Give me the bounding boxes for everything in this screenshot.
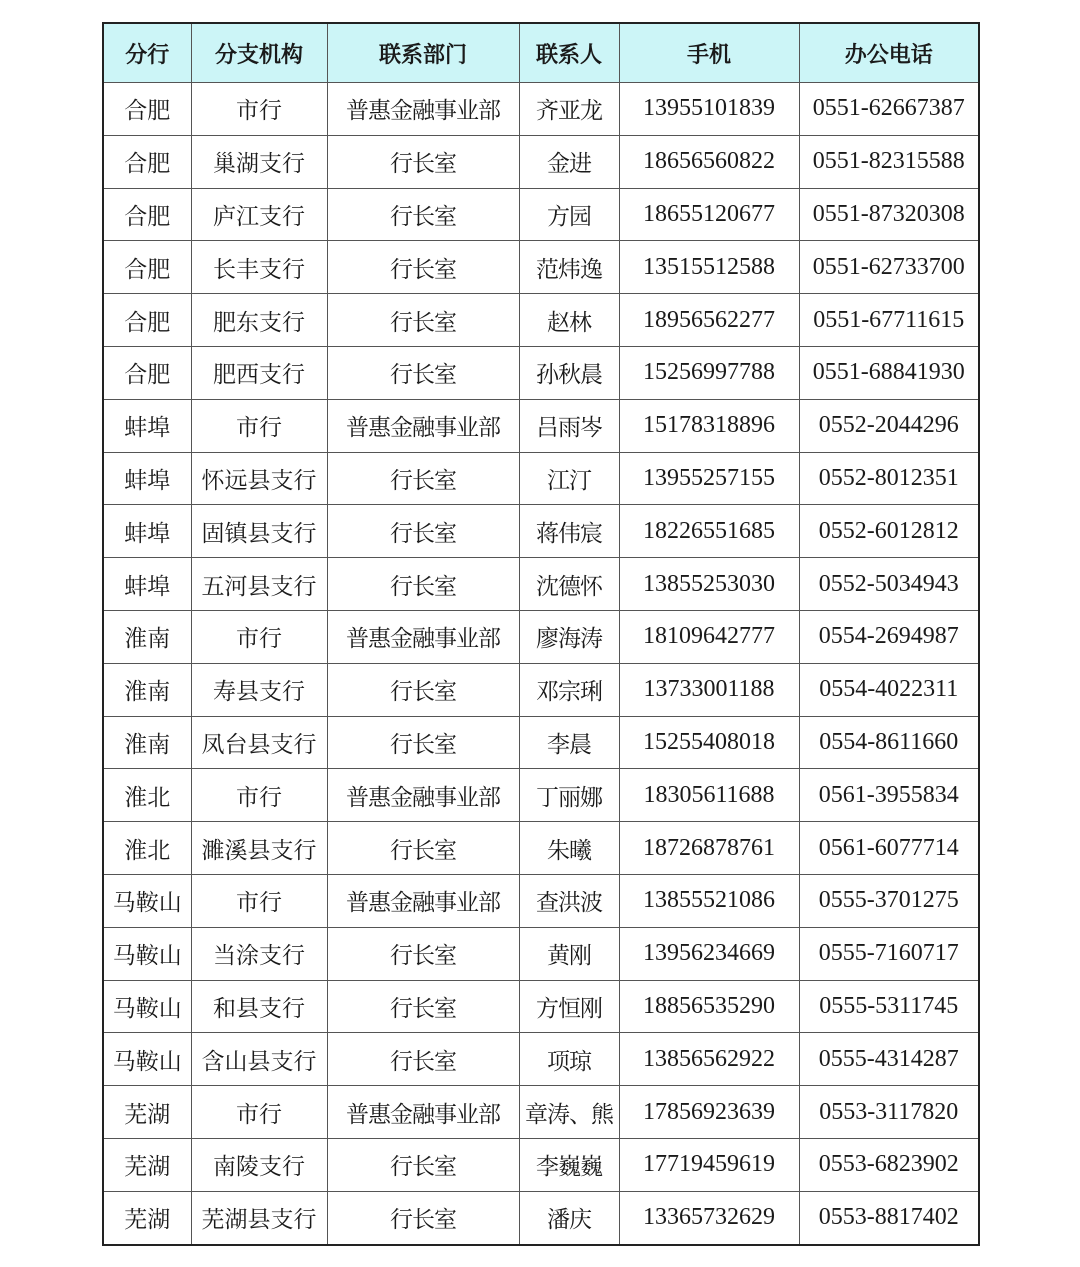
header-mobile: 手机 [619,23,799,83]
cell-mobile: 15255408018 [619,716,799,769]
cell-dept: 行长室 [327,188,519,241]
cell-mobile: 13733001188 [619,663,799,716]
cell-dept: 普惠金融事业部 [327,1086,519,1139]
cell-mobile: 15178318896 [619,399,799,452]
cell-mobile: 18956562277 [619,294,799,347]
cell-branch: 蚌埠 [103,505,191,558]
cell-contact: 范炜逸 [519,241,619,294]
cell-mobile: 13855253030 [619,558,799,611]
cell-dept: 普惠金融事业部 [327,610,519,663]
cell-org: 含山县支行 [191,1033,327,1086]
table-row [103,188,979,241]
table-row [103,294,979,347]
table-row [103,135,979,188]
table-row [103,505,979,558]
table-row [103,1138,979,1191]
cell-office: 0552-8012351 [799,452,979,505]
cell-mobile: 13856562922 [619,1033,799,1086]
cell-org: 芜湖县支行 [191,1191,327,1244]
table-row [103,1033,979,1086]
table-row [103,663,979,716]
cell-org: 庐江支行 [191,188,327,241]
cell-dept: 行长室 [327,1138,519,1191]
cell-contact: 查洪波 [519,874,619,927]
cell-org: 长丰支行 [191,241,327,294]
table-body [103,83,979,1245]
table-row [103,83,979,136]
cell-mobile: 18656560822 [619,135,799,188]
cell-contact: 吕雨岑 [519,399,619,452]
header-contact: 联系人 [519,23,619,83]
cell-org: 五河县支行 [191,558,327,611]
cell-dept: 行长室 [327,1191,519,1244]
cell-branch: 马鞍山 [103,874,191,927]
cell-office: 0551-82315588 [799,135,979,188]
cell-mobile: 18856535290 [619,980,799,1033]
cell-office: 0551-62733700 [799,241,979,294]
table-row [103,558,979,611]
cell-branch: 淮南 [103,663,191,716]
table-row [103,874,979,927]
cell-dept: 行长室 [327,241,519,294]
cell-office: 0552-5034943 [799,558,979,611]
cell-dept: 行长室 [327,980,519,1033]
cell-mobile: 18305611688 [619,769,799,822]
header-branch: 分行 [103,23,191,83]
cell-office: 0552-6012812 [799,505,979,558]
cell-mobile: 18726878761 [619,822,799,875]
cell-contact: 齐亚龙 [519,83,619,136]
cell-dept: 普惠金融事业部 [327,874,519,927]
cell-mobile: 13365732629 [619,1191,799,1244]
cell-org: 市行 [191,610,327,663]
cell-contact: 方园 [519,188,619,241]
cell-contact: 沈德怀 [519,558,619,611]
cell-branch: 淮南 [103,716,191,769]
table-row [103,769,979,822]
cell-contact: 李巍巍 [519,1138,619,1191]
cell-dept: 行长室 [327,505,519,558]
cell-office: 0555-4314287 [799,1033,979,1086]
cell-dept: 普惠金融事业部 [327,399,519,452]
cell-office: 0554-8611660 [799,716,979,769]
table-row [103,1086,979,1139]
cell-mobile: 13956234669 [619,927,799,980]
table-row [103,241,979,294]
cell-branch: 合肥 [103,294,191,347]
cell-org: 市行 [191,399,327,452]
table-row [103,822,979,875]
cell-dept: 行长室 [327,558,519,611]
cell-contact: 李晨 [519,716,619,769]
header-office: 办公电话 [799,23,979,83]
cell-branch: 马鞍山 [103,927,191,980]
cell-contact: 项琼 [519,1033,619,1086]
cell-branch: 淮北 [103,769,191,822]
cell-contact: 潘庆 [519,1191,619,1244]
cell-org: 市行 [191,874,327,927]
header-dept: 联系部门 [327,23,519,83]
cell-contact: 邓宗琍 [519,663,619,716]
cell-branch: 芜湖 [103,1086,191,1139]
header-row [103,23,979,83]
cell-mobile: 13515512588 [619,241,799,294]
cell-org: 和县支行 [191,980,327,1033]
cell-branch: 淮南 [103,610,191,663]
cell-dept: 行长室 [327,716,519,769]
cell-office: 0553-8817402 [799,1191,979,1244]
table-header [103,23,979,83]
cell-dept: 行长室 [327,346,519,399]
cell-office: 0555-3701275 [799,874,979,927]
table-row [103,927,979,980]
table-row [103,452,979,505]
cell-dept: 行长室 [327,452,519,505]
cell-contact: 方恒刚 [519,980,619,1033]
cell-branch: 合肥 [103,83,191,136]
cell-office: 0554-4022311 [799,663,979,716]
cell-mobile: 15256997788 [619,346,799,399]
cell-dept: 行长室 [327,663,519,716]
cell-dept: 行长室 [327,822,519,875]
cell-mobile: 17719459619 [619,1138,799,1191]
cell-contact: 蒋伟宸 [519,505,619,558]
cell-office: 0561-3955834 [799,769,979,822]
cell-office: 0552-2044296 [799,399,979,452]
cell-dept: 行长室 [327,135,519,188]
cell-dept: 行长室 [327,1033,519,1086]
cell-office: 0551-87320308 [799,188,979,241]
cell-branch: 合肥 [103,346,191,399]
cell-org: 凤台县支行 [191,716,327,769]
cell-contact: 孙秋晨 [519,346,619,399]
cell-org: 肥西支行 [191,346,327,399]
cell-org: 市行 [191,1086,327,1139]
cell-branch: 蚌埠 [103,452,191,505]
contact-table-container [102,22,978,1246]
table-row [103,346,979,399]
table-row [103,980,979,1033]
table-row [103,716,979,769]
cell-dept: 行长室 [327,294,519,347]
cell-office: 0555-7160717 [799,927,979,980]
cell-org: 濉溪县支行 [191,822,327,875]
cell-contact: 章涛、熊 [519,1086,619,1139]
cell-office: 0551-62667387 [799,83,979,136]
cell-office: 0553-6823902 [799,1138,979,1191]
cell-branch: 芜湖 [103,1191,191,1244]
cell-office: 0561-6077714 [799,822,979,875]
cell-office: 0555-5311745 [799,980,979,1033]
cell-mobile: 18226551685 [619,505,799,558]
cell-mobile: 18109642777 [619,610,799,663]
table-row [103,399,979,452]
cell-branch: 淮北 [103,822,191,875]
cell-office: 0551-67711615 [799,294,979,347]
table-row [103,610,979,663]
cell-dept: 普惠金融事业部 [327,83,519,136]
cell-office: 0554-2694987 [799,610,979,663]
cell-contact: 赵林 [519,294,619,347]
cell-org: 市行 [191,769,327,822]
cell-mobile: 13955257155 [619,452,799,505]
cell-office: 0553-3117820 [799,1086,979,1139]
cell-org: 肥东支行 [191,294,327,347]
cell-branch: 合肥 [103,188,191,241]
cell-branch: 马鞍山 [103,1033,191,1086]
cell-org: 市行 [191,83,327,136]
cell-branch: 蚌埠 [103,399,191,452]
table-row [103,1191,979,1244]
cell-branch: 合肥 [103,135,191,188]
cell-contact: 江汀 [519,452,619,505]
cell-branch: 马鞍山 [103,980,191,1033]
cell-contact: 廖海涛 [519,610,619,663]
cell-mobile: 18655120677 [619,188,799,241]
cell-org: 巢湖支行 [191,135,327,188]
branch-contact-table [102,22,980,1246]
cell-org: 固镇县支行 [191,505,327,558]
cell-org: 南陵支行 [191,1138,327,1191]
cell-contact: 朱曦 [519,822,619,875]
cell-mobile: 17856923639 [619,1086,799,1139]
cell-org: 当涂支行 [191,927,327,980]
cell-mobile: 13855521086 [619,874,799,927]
cell-mobile: 13955101839 [619,83,799,136]
cell-dept: 普惠金融事业部 [327,769,519,822]
cell-branch: 合肥 [103,241,191,294]
cell-contact: 丁丽娜 [519,769,619,822]
cell-org: 寿县支行 [191,663,327,716]
cell-office: 0551-68841930 [799,346,979,399]
cell-contact: 黄刚 [519,927,619,980]
cell-dept: 行长室 [327,927,519,980]
cell-branch: 蚌埠 [103,558,191,611]
cell-contact: 金进 [519,135,619,188]
header-org: 分支机构 [191,23,327,83]
cell-branch: 芜湖 [103,1138,191,1191]
cell-org: 怀远县支行 [191,452,327,505]
